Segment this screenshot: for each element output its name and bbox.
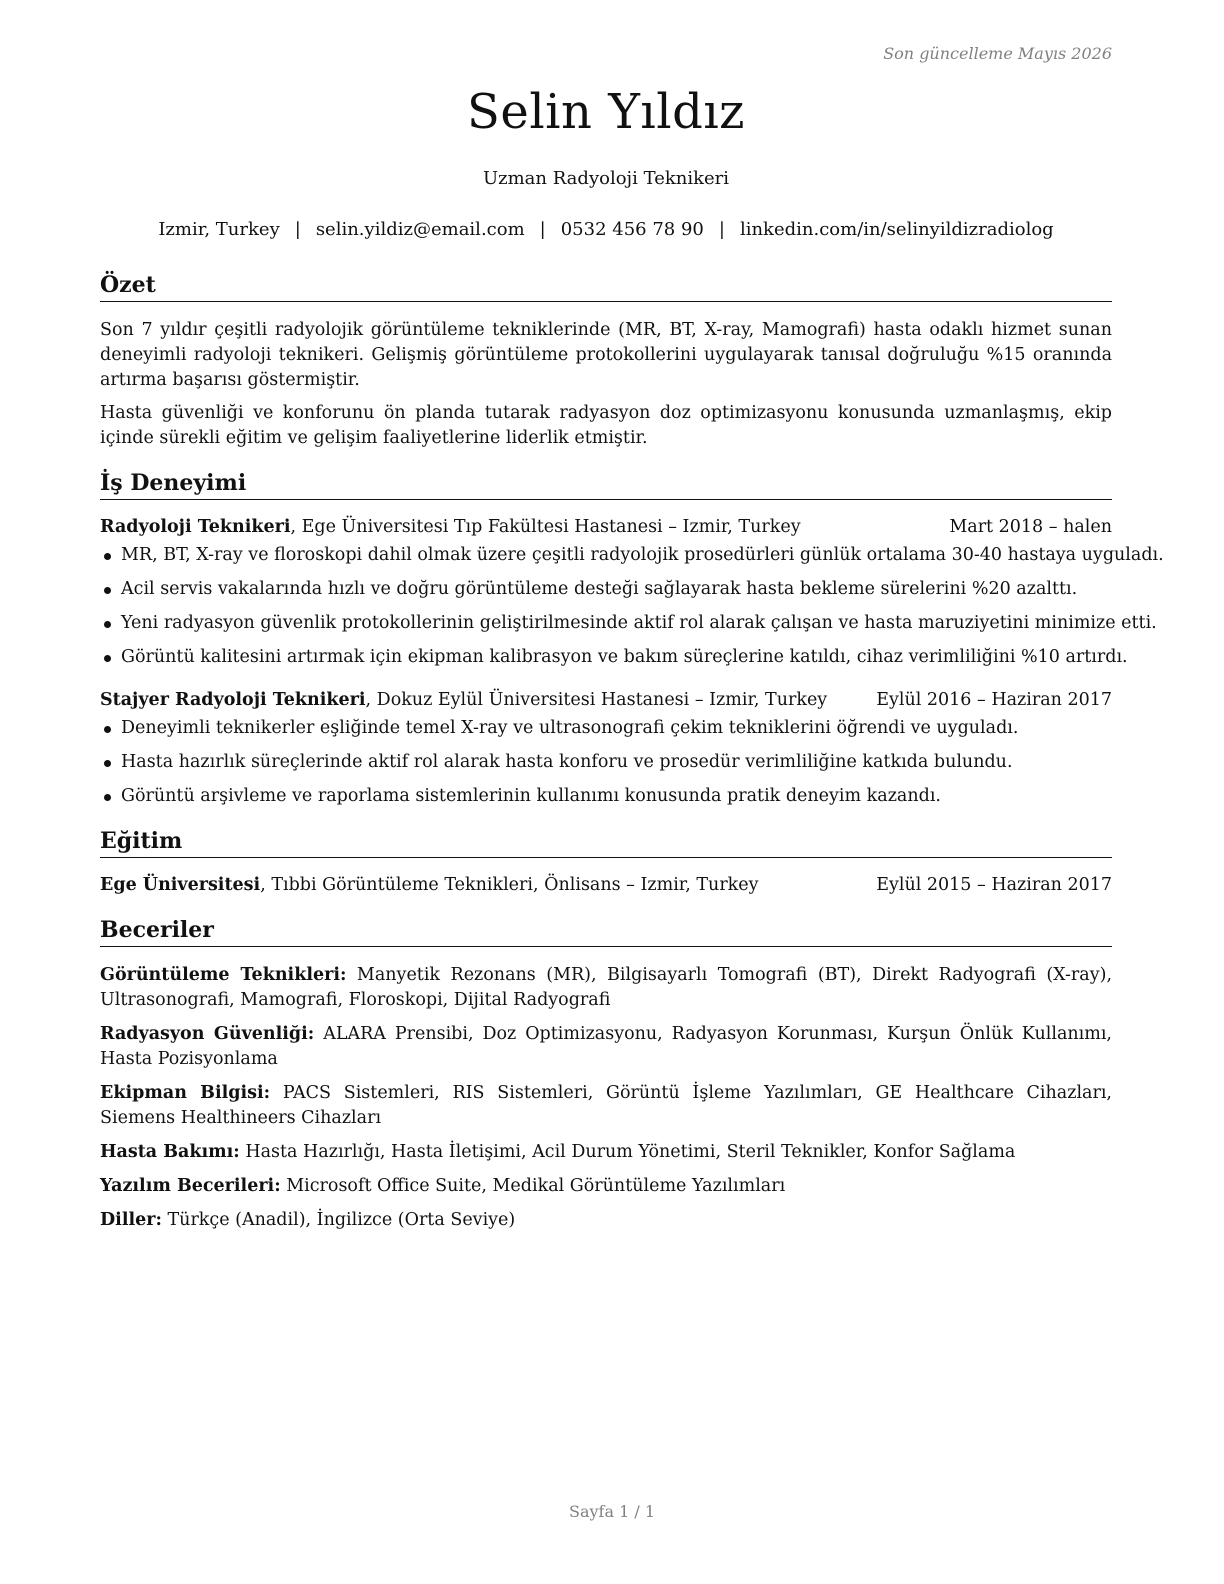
job-dates: Eylül 2016 – Haziran 2017 — [876, 690, 1112, 710]
summary-heading: Özet — [100, 270, 1112, 302]
summary-section — [100, 270, 1112, 451]
resume-page — [100, 0, 1164, 1584]
job-bullet-list — [100, 543, 1164, 670]
skills-section — [100, 915, 1112, 1233]
job-bullet-list — [100, 716, 1112, 809]
job-header — [100, 688, 1112, 713]
job-bullet: Deneyimli teknikerler eşliğinde temel X-ray ve ultrasonografi çekim tekniklerini öğrendi ve uyguladı. — [100, 716, 1112, 741]
page-indicator: Sayfa 1 / 1 — [568, 1502, 655, 1521]
job-entry — [100, 515, 1164, 670]
job-bullet: Acil servis vakalarında hızlı ve doğru görüntüleme desteği sağlayarak hasta bekleme sürelerini %20 azalttı. — [100, 577, 1112, 602]
job-organization: , Ege Üniversitesi Tıp Fakültesi Hastanesi – Izmir, Turkey — [290, 517, 801, 537]
skill-row — [100, 963, 1112, 1013]
job-bullet: Hasta hazırlık süreçlerinde aktif rol alarak hasta konforu ve prosedür verimliliğine katkıda bulundu. — [100, 750, 1112, 775]
skill-value: Microsoft Office Suite, Medikal Görüntüleme Yazılımları — [280, 1176, 786, 1196]
skill-value: Hasta Hazırlığı, Hasta İletişimi, Acil Durum Yönetimi, Steril Teknikler, Konfor Sağlama — [239, 1142, 1016, 1162]
resume-content — [100, 270, 1164, 1233]
job-bullet: Görüntü arşivleme ve raporlama sistemlerinin kullanımı konusunda pratik deneyim kazandı. — [100, 784, 1112, 809]
job-role: Radyoloji Teknikeri — [100, 517, 291, 537]
contact-separator: | — [718, 219, 725, 240]
skill-label: Radyasyon Güvenliği: — [100, 1024, 315, 1044]
contact-line — [100, 219, 1112, 240]
summary-paragraph: Hasta güvenliği ve konforunu ön planda tutarak radyasyon doz optimizasyonu konusunda uzmanlaşmış, ekip içinde sürekli eğitim ve gelişim faaliyetlerine liderlik etmiştir. — [100, 403, 1112, 448]
experience-heading: İş Deneyimi — [100, 468, 1112, 500]
summary-paragraph: Son 7 yıldır çeşitli radyolojik görüntüleme tekniklerinde (MR, BT, X-ray, Mamografi) hasta odaklı hizmet sunan deneyimli radyoloji teknikeri. Gelişmiş görüntüleme protokollerini uygulayarak tanısal doğruluğu %15 oranında artırma başarısı göstermiştir. — [100, 320, 1112, 390]
skill-label: Görüntüleme Teknikleri: — [100, 965, 347, 985]
job-entry — [100, 688, 1112, 809]
skill-label: Yazılım Becerileri: — [100, 1176, 281, 1196]
education-heading: Eğitim — [100, 826, 1112, 858]
education-dates: Eylül 2015 – Haziran 2017 — [876, 875, 1112, 895]
education-entry — [100, 873, 1112, 898]
last-updated-note: Son güncelleme Mayıs 2026 — [883, 44, 1112, 63]
job-organization: , Dokuz Eylül Üniversitesi Hastanesi – Izmir, Turkey — [365, 690, 828, 710]
skill-row — [100, 1022, 1112, 1072]
skill-row — [100, 1208, 1112, 1233]
skill-row — [100, 1174, 1112, 1199]
contact-email[interactable]: selin.yildiz@email.com — [315, 219, 525, 240]
skill-value: Türkçe (Anadil), İngilizce (Orta Seviye) — [161, 1210, 516, 1230]
skill-row — [100, 1140, 1112, 1165]
skill-label: Hasta Bakımı: — [100, 1142, 240, 1162]
skill-label: Ekipman Bilgisi: — [100, 1083, 271, 1103]
job-bullet: Görüntü kalitesini artırmak için ekipman kalibrasyon ve bakım süreçlerine katıldı, cihaz verimliliğini %10 artırdı. — [100, 645, 1112, 670]
skill-row — [100, 1081, 1112, 1131]
job-bullet: MR, BT, X-ray ve floroskopi dahil olmak üzere çeşitli radyolojik prosedürleri günlük ortalama 30-40 hastaya uyguladı. — [100, 543, 1112, 568]
contact-linkedin[interactable]: linkedin.com/in/selinyildizradiolog — [739, 219, 1054, 240]
skill-label: Diller: — [100, 1210, 162, 1230]
job-header — [100, 515, 1112, 540]
education-section — [100, 826, 1112, 898]
education-school: Ege Üniversitesi — [100, 875, 261, 895]
candidate-name: Selin Yıldız — [467, 84, 745, 140]
contact-separator: | — [539, 219, 546, 240]
skill-value: Manyetik Rezonans (MR), Bilgisayarlı Tomografi (BT), Direkt Radyografi (X-ray), Ultrasonografi, Mamografi, Floroskopi, Dijital Radyografi — [100, 965, 1113, 1010]
contact-location: Izmir, Turkey — [158, 219, 280, 240]
job-role: Stajyer Radyoloji Teknikeri — [100, 690, 366, 710]
contact-phone: 0532 456 78 90 — [560, 219, 704, 240]
education-detail: , Tıbbi Görüntüleme Teknikleri, Önlisans – Izmir, Turkey — [260, 875, 759, 895]
skills-heading: Beceriler — [100, 915, 1112, 947]
contact-separator: | — [294, 219, 301, 240]
job-bullet: Yeni radyasyon güvenlik protokollerinin geliştirilmesinde aktif rol alarak çalışan ve hasta maruziyetini minimize etti. — [100, 611, 1112, 636]
job-dates: Mart 2018 – halen — [949, 517, 1112, 537]
skill-value: PACS Sistemleri, RIS Sistemleri, Görüntü İşleme Yazılımları, GE Healthcare Cihazları, Siemens Healthineers Cihazları — [100, 1083, 1112, 1128]
experience-section — [100, 468, 1164, 809]
skill-value: ALARA Prensibi, Doz Optimizasyonu, Radyasyon Korunması, Kurşun Önlük Kullanımı, Hasta Pozisyonlama — [100, 1024, 1112, 1069]
candidate-title: Uzman Radyoloji Teknikeri — [482, 168, 730, 189]
